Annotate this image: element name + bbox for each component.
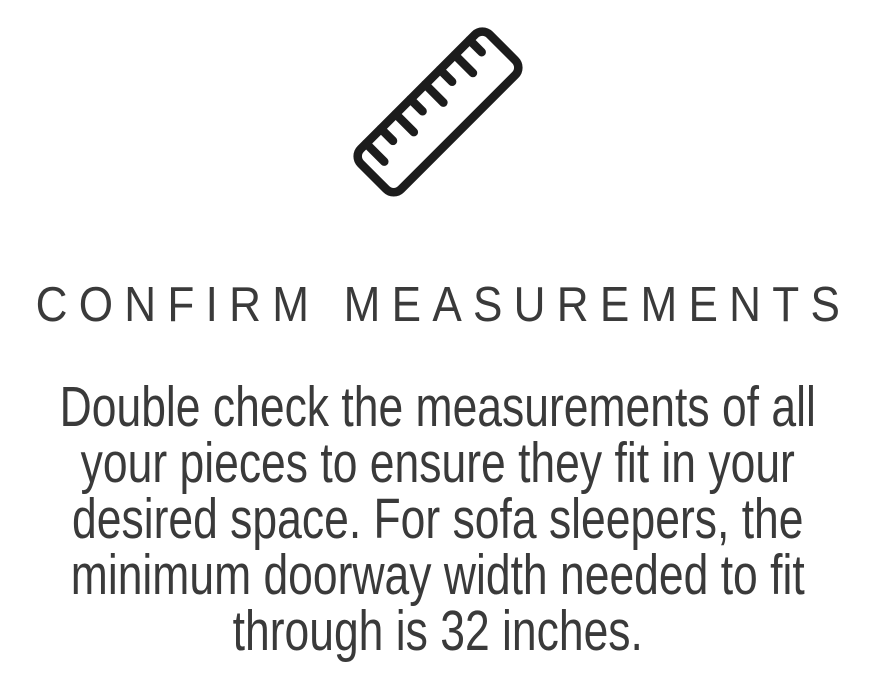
section-heading: CONFIRM MEASUREMENTS xyxy=(35,278,852,332)
body-line: minimum doorway width needed to fit xyxy=(70,543,805,607)
body-line: Double check the measurements of all xyxy=(59,375,816,439)
body-line: your pieces to ensure they fit in your xyxy=(80,431,795,495)
section-body xyxy=(59,375,816,663)
ruler-icon xyxy=(343,16,533,206)
body-line: desired space. For sofa sleepers, the xyxy=(71,487,804,551)
body-line: through is 32 inches. xyxy=(232,599,643,663)
